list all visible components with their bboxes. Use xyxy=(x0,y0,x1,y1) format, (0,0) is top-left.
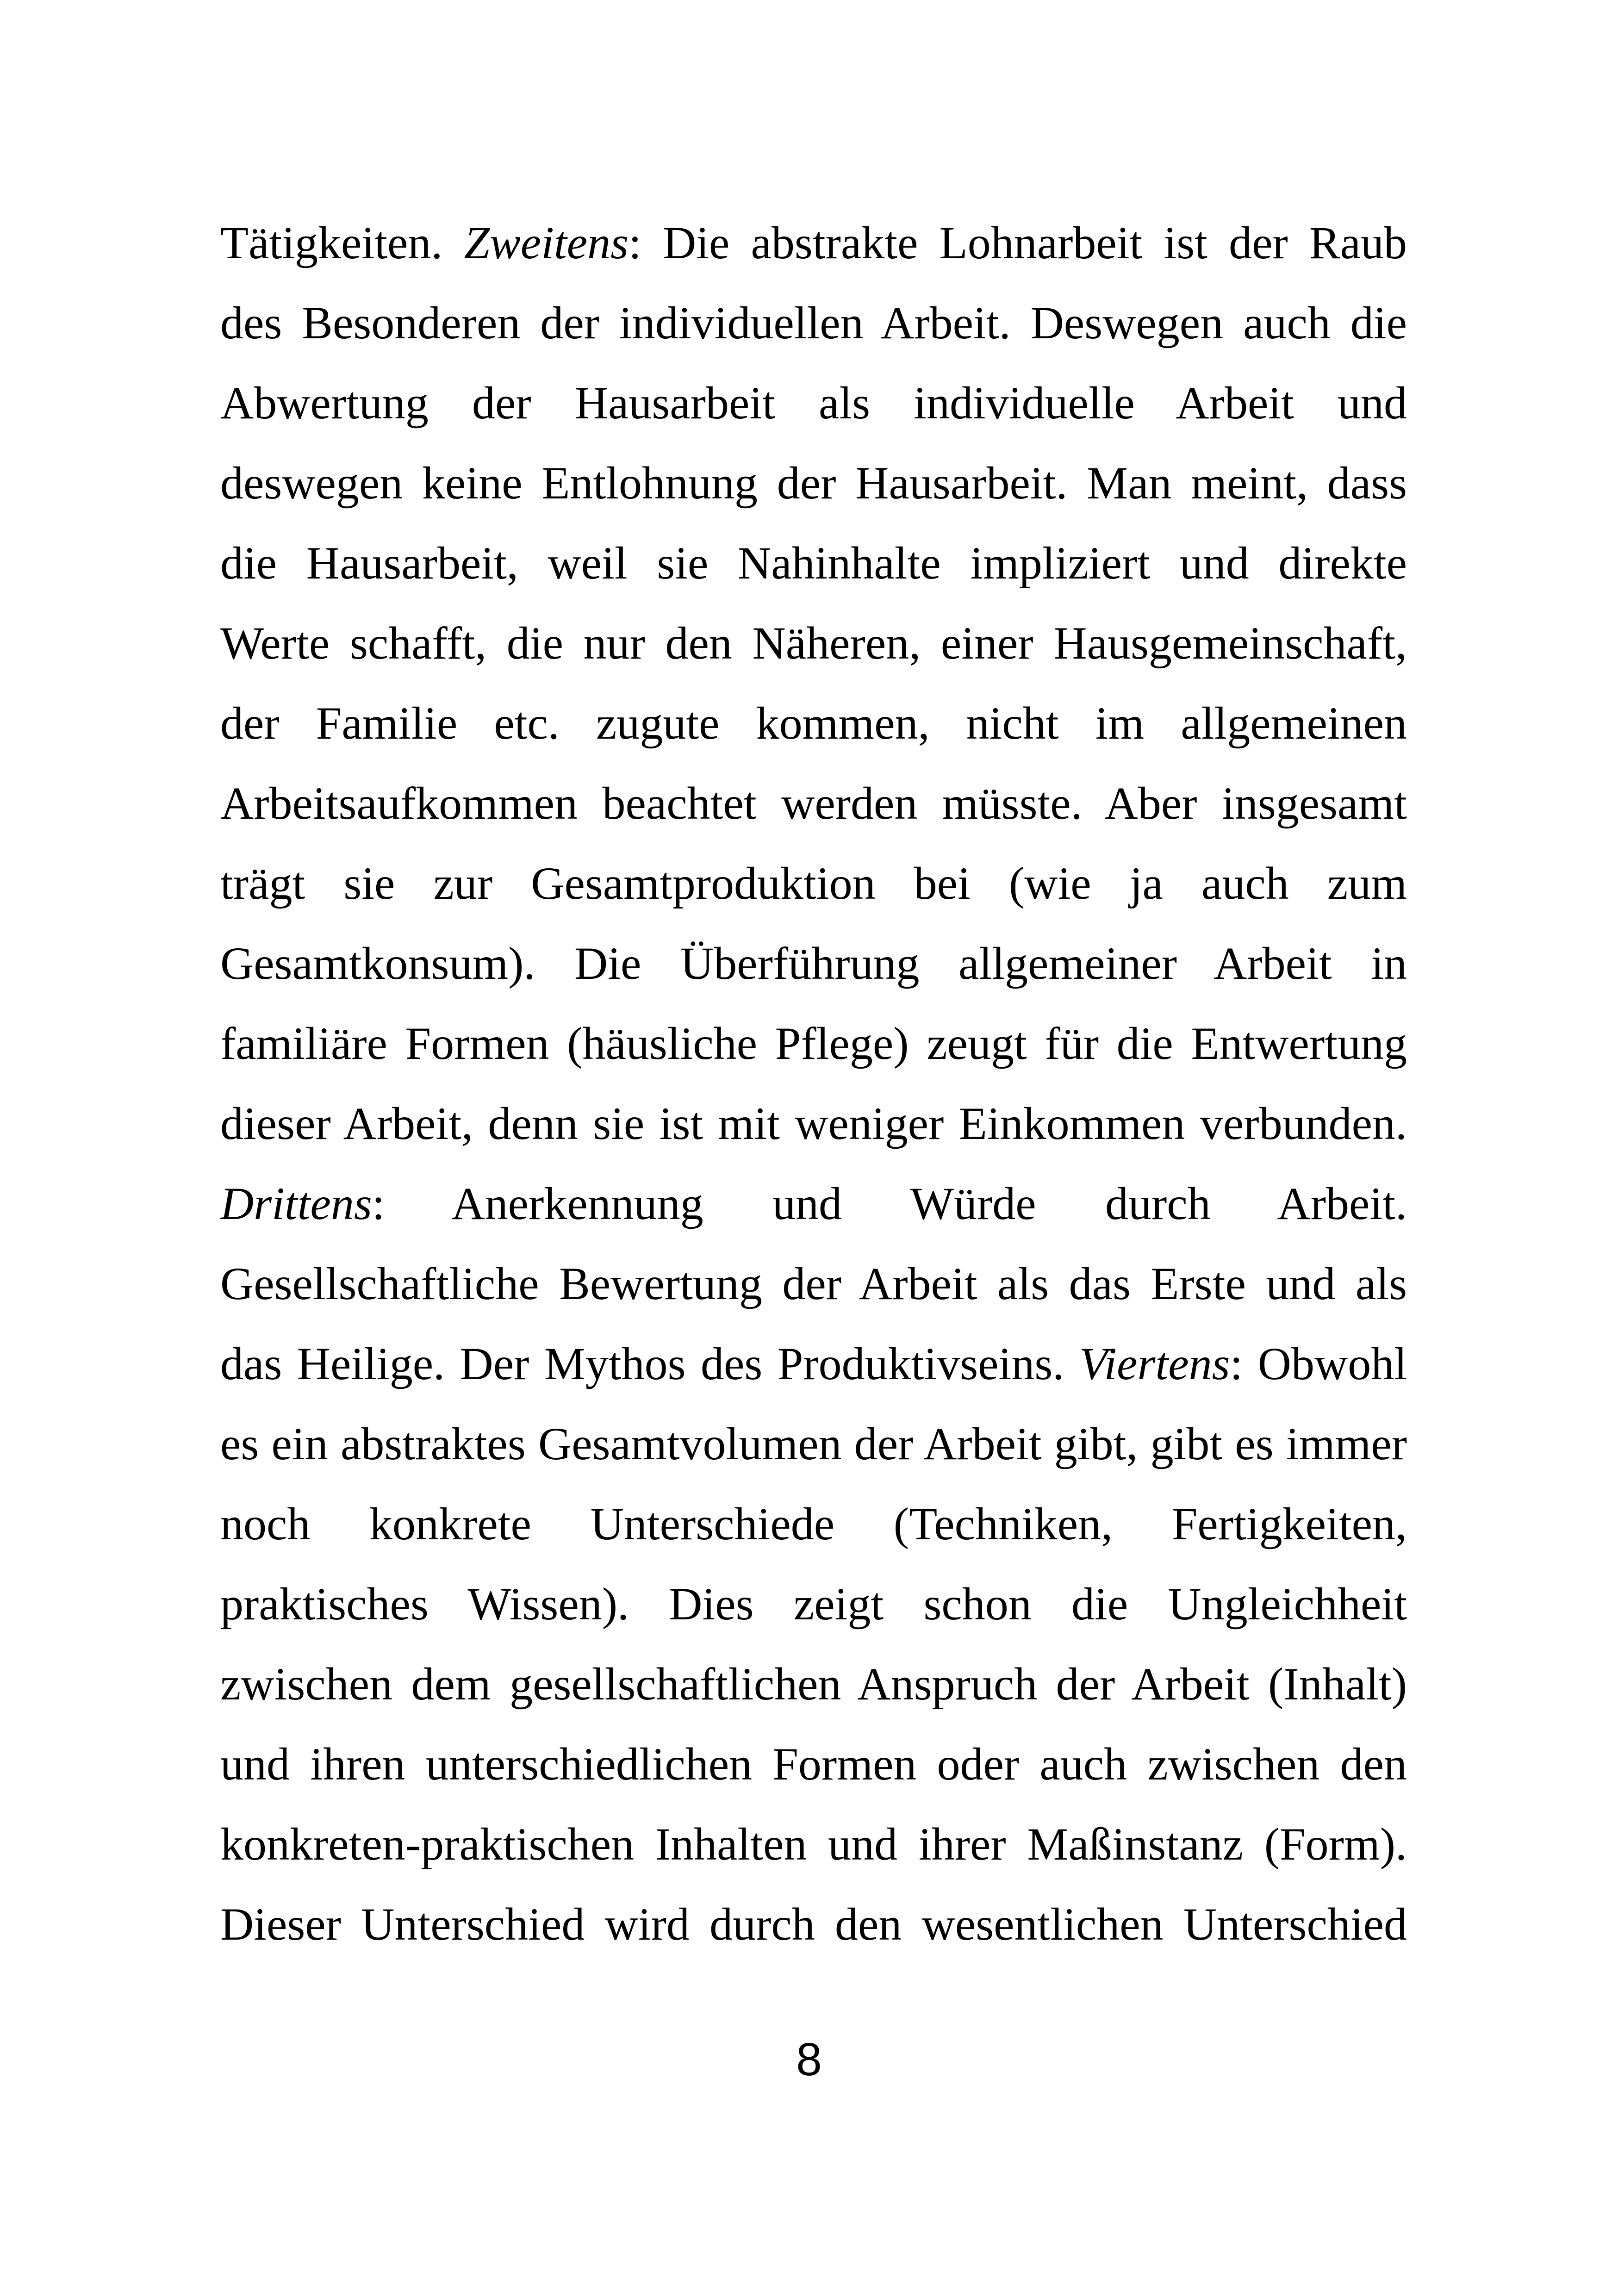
text-line xyxy=(220,1884,1407,1964)
text-run: : Obwohl xyxy=(1230,1338,1407,1389)
text-run: das Heilige. Der Mythos des Produktivseins. xyxy=(220,1338,1079,1389)
text-run: noch konkrete Unterschiede (Techniken, Fertigkeiten, xyxy=(220,1498,1407,1549)
text-line xyxy=(220,1724,1407,1804)
text-run: Werte schafft, die nur den Näheren, einer Hausgemeinschaft, xyxy=(220,617,1407,669)
emphasis-text: Drittens xyxy=(220,1178,372,1229)
body-text xyxy=(220,203,1407,1964)
text-run: Gesellschaftliche Bewertung der Arbeit als das Erste und als xyxy=(220,1258,1407,1309)
text-line xyxy=(220,1164,1407,1244)
text-run: Arbeitsaufkommen beachtet werden müsste. Aber insgesamt xyxy=(220,778,1407,829)
text-run: dieser Arbeit, denn sie ist mit weniger Einkommen verbunden. xyxy=(220,1098,1407,1149)
text-line xyxy=(220,363,1407,443)
text-run: konkreten-praktischen Inhalten und ihrer Maßinstanz (Form). xyxy=(220,1818,1407,1870)
text-line xyxy=(220,1484,1407,1564)
text-run: und ihren unterschiedlichen Formen oder auch zwischen den xyxy=(220,1738,1407,1790)
text-run: es ein abstraktes Gesamtvolumen der Arbeit gibt, gibt es immer xyxy=(220,1418,1407,1469)
text-line xyxy=(220,443,1407,523)
text-run: : Die abstrakte Lohnarbeit ist der Raub xyxy=(629,217,1407,268)
text-run: Gesamtkonsum). Die Überführung allgemeiner Arbeit in xyxy=(220,938,1407,989)
text-run: zwischen dem gesellschaftlichen Anspruch der Arbeit (Inhalt) xyxy=(220,1658,1407,1710)
text-line xyxy=(220,1564,1407,1644)
page-number: 8 xyxy=(796,2034,822,2085)
text-line xyxy=(220,523,1407,603)
emphasis-text: Viertens xyxy=(1079,1338,1230,1389)
text-line xyxy=(220,1324,1407,1404)
text-line xyxy=(220,1083,1407,1164)
text-line xyxy=(220,923,1407,1003)
text-line xyxy=(220,1644,1407,1724)
text-line xyxy=(220,1404,1407,1484)
text-line xyxy=(220,763,1407,843)
text-run: praktisches Wissen). Dies zeigt schon die Ungleichheit xyxy=(220,1578,1407,1630)
text-run: Tätigkeiten. xyxy=(220,217,464,268)
text-line xyxy=(220,843,1407,923)
text-line xyxy=(220,603,1407,683)
text-line xyxy=(220,283,1407,363)
text-run: Abwertung der Hausarbeit als individuelle Arbeit und xyxy=(220,377,1407,429)
text-line xyxy=(220,1003,1407,1083)
text-run: : Anerkennung und Würde durch Arbeit. xyxy=(372,1178,1407,1229)
text-run: deswegen keine Entlohnung der Hausarbeit. Man meint, dass xyxy=(220,457,1407,509)
text-run: die Hausarbeit, weil sie Nahinhalte impliziert und direkte xyxy=(220,537,1407,589)
text-run: trägt sie zur Gesamtproduktion bei (wie ja auch zum xyxy=(220,858,1407,909)
text-line xyxy=(220,203,1407,283)
text-run: Dieser Unterschied wird durch den wesentlichen Unterschied xyxy=(220,1898,1407,1950)
text-run: der Familie etc. zugute kommen, nicht im allgemeinen xyxy=(220,697,1407,749)
text-line xyxy=(220,1804,1407,1884)
text-line xyxy=(220,1244,1407,1324)
text-run: familiäre Formen (häusliche Pflege) zeugt für die Entwertung xyxy=(220,1018,1407,1069)
emphasis-text: Zweitens xyxy=(464,217,629,268)
text-run: des Besonderen der individuellen Arbeit. Deswegen auch die xyxy=(220,297,1407,348)
text-line xyxy=(220,683,1407,763)
